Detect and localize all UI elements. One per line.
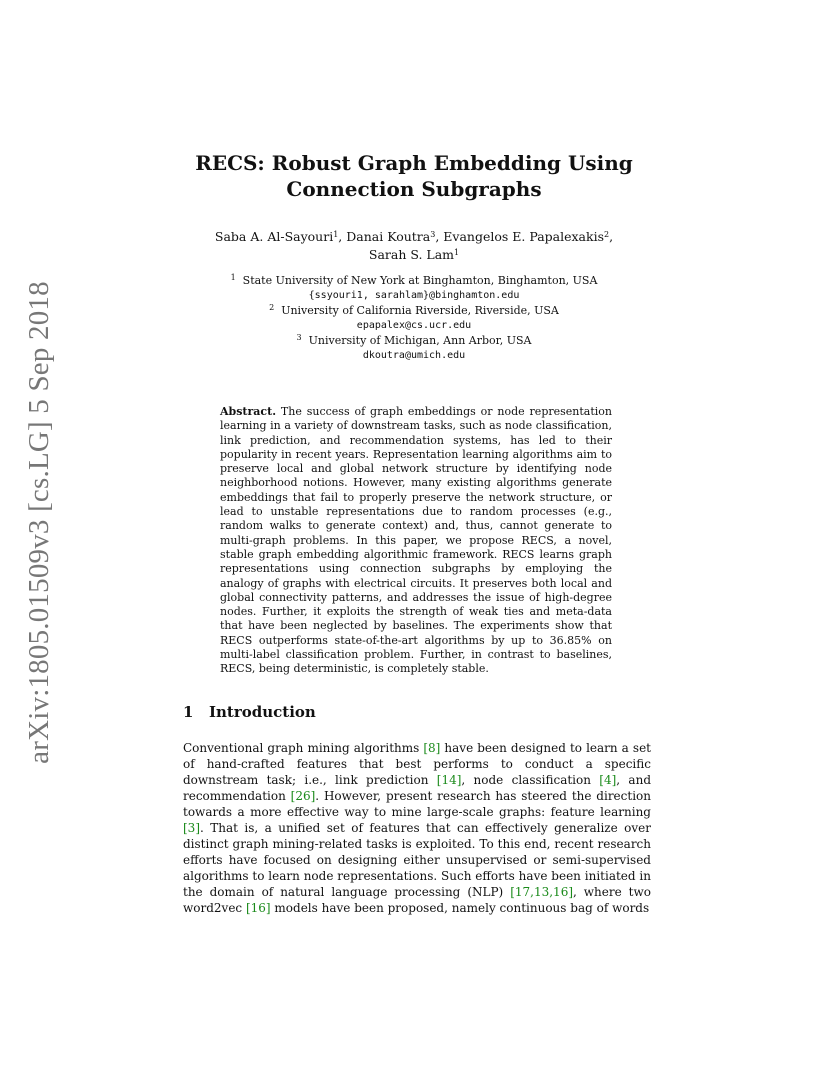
title-line-1: RECS: Robust Graph Embedding Using <box>195 151 633 175</box>
affiliation-3 <box>180 333 648 348</box>
author-name: Saba A. Al-Sayouri <box>214 229 334 244</box>
author-name: Evangelos E. Papalexakis <box>443 229 604 244</box>
body-text: models have been proposed, namely continuous bag of words <box>270 901 650 915</box>
body-text: . That is, a unified set of features that can effectively generalize over distinct graph mining-related tasks is exploited. To this end, recent research efforts have focused on designing either unsupervised or semi-supervised algorithms to learn node representations. Such efforts have been initiated in the domain of natural language processing (NLP) <box>183 821 651 899</box>
body-text: , node classification <box>461 773 600 787</box>
citation-link[interactable]: [26] <box>290 789 316 803</box>
citation-link[interactable]: [16] <box>245 901 271 915</box>
affil-mark: 1 <box>230 273 236 282</box>
title-line-2: Connection Subgraphs <box>286 177 542 201</box>
affil-mark: 2 <box>269 303 275 312</box>
author-affil-mark: 3 <box>430 230 436 239</box>
author-affil-mark: 1 <box>333 230 339 239</box>
body-text: Conventional graph mining algorithms <box>183 741 424 755</box>
citation-link[interactable]: [3] <box>183 821 200 835</box>
citation-link[interactable]: [14] <box>436 773 462 787</box>
affil-email[interactable]: {ssyouri1, sarahlam}@binghamton.edu <box>308 290 520 301</box>
affil-email[interactable]: dkoutra@umich.edu <box>362 350 466 361</box>
author-name: Sarah S. Lam <box>368 247 455 262</box>
affil-name: University of Michigan, Ann Arbor, USA <box>308 334 532 347</box>
citation-link[interactable]: [4] <box>599 773 617 787</box>
author-list: Saba A. Al-Sayouri$^1$, Danai Koutra$^3$, Evangelos E. Papalexakis$^2$, Sarah S. Lam$^1$ <box>214 229 614 262</box>
affiliations <box>180 273 648 363</box>
abstract <box>220 405 612 677</box>
author-affil-mark: 1 <box>454 248 460 257</box>
author-affil-mark: 2 <box>604 230 610 239</box>
affil-name: State University of New York at Binghamton, Binghamton, USA <box>242 274 598 287</box>
arxiv-sidebar-stamp <box>14 281 64 764</box>
abstract-label: Abstract. <box>220 405 277 418</box>
paper-title <box>160 150 668 202</box>
section-title: Introduction <box>209 703 316 721</box>
section-heading <box>183 702 316 722</box>
abstract-text: The success of graph embeddings or node representation learning in a variety of downstream tasks, such as node classification, link prediction, and recommendation systems, has led to their popularity in recent years. Representation learning algorithms aim to preserve local and global network structure by identifying node neighborhood notions. However, many existing algorithms generate embeddings that fail to properly preserve the network structure, or lead to unstable representations due to random processes (e.g., random walks to generate context) and, thus, cannot generate to multi-graph problems. In this paper, we propose RECS, a novel, stable graph embedding algorithmic framework. RECS learns graph representations using connection subgraphs by employing the analogy of graphs with electrical circuits. It preserves both local and global connectivity patterns, and addresses the issue of high-degree nodes. Further, it exploits the strength of weak ties and meta-data that have been neglected by baselines. The experiments show that RECS outperforms state-of-the-art algorithms by up to 36.85% on multi-label classification problem. Further, in contrast to baselines, RECS, being deterministic, is completely stable. <box>220 405 612 676</box>
citation-link[interactable]: [17,13,16] <box>510 885 574 899</box>
author-name: Danai Koutra <box>346 229 431 244</box>
body-text: . However, present research has steered the direction towards a more effective way to mine large-scale graphs: feature learning <box>183 789 651 819</box>
body-text: have been designed to learn a set of hand-crafted features that best performs to conduct a specific downstream task; i.e., link prediction <box>183 741 651 787</box>
affiliation-1 <box>180 273 648 288</box>
affiliation-2 <box>180 303 648 318</box>
section-number: 1 <box>183 703 194 721</box>
intro-paragraph <box>183 740 651 916</box>
affil-mark: 3 <box>296 333 302 342</box>
affil-name: University of California Riverside, Riverside, USA <box>281 304 559 317</box>
body-text: , where two word2vec <box>183 885 652 915</box>
affil-email[interactable]: epapalex@cs.ucr.edu <box>356 320 472 331</box>
citation-link[interactable]: [8] <box>423 741 441 755</box>
body-text: , and recommendation <box>183 773 651 803</box>
arxiv-identifier: arXiv:1805.01509v3 [cs.LG] 5 Sep 2018 <box>22 281 55 764</box>
